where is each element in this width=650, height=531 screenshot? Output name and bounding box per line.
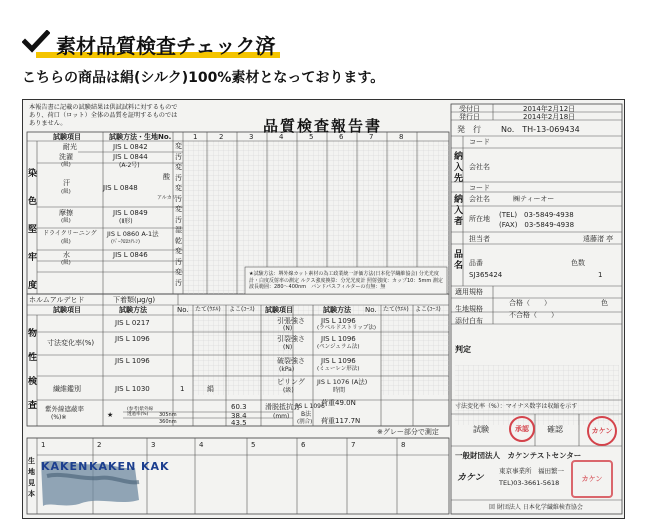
section-heading xyxy=(22,28,284,58)
footer-org: 回 財団法人 日本化学繊維検査協会 xyxy=(489,504,583,511)
grade-marker: 汚 xyxy=(175,194,182,203)
phys-tensile-method: JIS L 1096 xyxy=(321,317,356,325)
photo-col-8: 8 xyxy=(401,441,406,449)
issue-label: 発行日 xyxy=(459,113,480,121)
phys-burst-method: JIS L 1096 xyxy=(321,357,356,365)
row-washing-method: JIS L 0844 xyxy=(113,153,148,161)
kaken-mark-1: KAKEN xyxy=(41,460,89,473)
phys-header-warp: たて(ｳｴﾙ) xyxy=(195,306,221,313)
photo-col-1: 1 xyxy=(41,441,46,449)
item-color: 1 xyxy=(598,271,603,279)
client-fax: (FAX) 03-5849-4938 xyxy=(499,221,575,229)
row-drycleaning-method: JIS L 0860 A-1法 xyxy=(107,230,159,238)
phys-header-no: No. xyxy=(177,306,189,314)
grade-marker: 変 xyxy=(175,205,182,213)
institute-tel: TEL)03-3661-5618 xyxy=(499,479,560,487)
row-lightfastness-method: JIS L 0842 xyxy=(113,143,148,151)
delivery-company: 会社名 xyxy=(469,163,490,171)
phys-header-item: 試験項目 xyxy=(53,306,81,314)
grade-marker: 汚 xyxy=(175,215,182,224)
gray-note: ※グレー部分で測定 xyxy=(377,428,439,436)
item-label: 品名 xyxy=(454,250,464,271)
physical-section-label: 物性検査 xyxy=(28,329,38,411)
row-lightfastness: 耐光 xyxy=(63,143,77,151)
phys-header-warp2: たて(ｳｴﾙ) xyxy=(383,306,409,313)
row-rubbing-sub: (級) xyxy=(61,218,71,224)
grade-marker: 変 xyxy=(175,142,182,150)
test-label: 試験 xyxy=(473,425,489,434)
row-water-method: JIS L 0846 xyxy=(113,251,148,259)
phys-tear: 引裂強さ xyxy=(277,335,305,343)
client-tel: (TEL) 03-5849-4938 xyxy=(499,211,574,219)
phys-row1-method: JIS L 0217 xyxy=(115,319,150,327)
photo-col-2: 2 xyxy=(97,441,102,449)
production-color-mark: 色 xyxy=(601,299,608,307)
report-notice: 本報告書に記載の試験結果は供試試料に対するものであり、荷口（ロット）全体の品質を証明するものではありません。 xyxy=(29,104,178,127)
photo-col-3: 3 xyxy=(151,441,156,449)
slip-load-2: 荷重117.7N xyxy=(321,417,361,425)
phys-row2-item: 寸法変化率(%) xyxy=(47,339,95,347)
receipt-date: 2014年2月12日 xyxy=(523,105,576,113)
photo-col-5: 5 xyxy=(251,441,256,449)
grade-marker: 湿 xyxy=(175,226,182,234)
grade-marker: 変 xyxy=(175,184,182,192)
col-5: 5 xyxy=(309,133,314,141)
grade-marker: 乾 xyxy=(175,236,182,245)
client-label: 納入者 xyxy=(454,195,464,227)
report-title: 品質検査報告書 xyxy=(263,117,383,135)
phys-row4-result: 絹 xyxy=(207,385,214,393)
kaken-mark-3: KAK xyxy=(141,460,170,473)
phys-slip-method-sub2: B法 xyxy=(301,411,312,418)
row-rubbing: 摩擦 xyxy=(59,209,73,217)
item-color-label: 色数 xyxy=(571,259,585,267)
phys-slip: 滑脱抵抗力 xyxy=(265,403,300,411)
fastness-header-method: 試験方法・生地No. xyxy=(109,133,172,141)
dim-change-note: 寸法変化率（%）：マイナス数字は収縮を示す xyxy=(455,403,578,410)
row-washing: 洗濯 xyxy=(59,153,73,161)
grade-marker: 汚 xyxy=(175,257,182,266)
judge-label: 判定 xyxy=(455,345,471,354)
phys-slip-sub: (mm) xyxy=(273,413,290,420)
production-label: 生地規格 xyxy=(455,305,483,313)
fastness-section-label: 染色堅牢度 xyxy=(28,169,38,291)
confirm-label: 確認 xyxy=(547,425,563,434)
company-seal: カケン xyxy=(571,460,613,498)
col-3: 3 xyxy=(249,133,254,141)
phys-row3-method: JIS L 1096 xyxy=(115,357,150,365)
phys-tensile-method-sub: (ラベルドストリップ法) xyxy=(317,325,377,331)
uv-line-305: 305nm xyxy=(159,412,177,418)
row-drycleaning: ドライクリーニング xyxy=(43,230,97,237)
fastness-header-item: 試験項目 xyxy=(53,133,81,141)
row-perspiration-alkali: アルカリ xyxy=(157,195,177,201)
phys-row4-method: JIS L 1030 xyxy=(115,385,150,393)
uv-value-1: 60.3 xyxy=(231,403,247,411)
photo-col-6: 6 xyxy=(301,441,306,449)
phys-row5-sub: (%)※ xyxy=(51,414,67,421)
row-rubbing-method-sub: (Ⅱ形) xyxy=(119,218,133,225)
col-6: 6 xyxy=(339,133,344,141)
phys-header-method: 試験方法 xyxy=(119,306,147,314)
phys-header-no2: No. xyxy=(365,306,377,314)
phys-pilling-sub: (級) xyxy=(283,387,294,394)
standard-label: 適用規格 xyxy=(455,288,483,296)
row-washing-method-sub: (A-2号) xyxy=(119,162,140,169)
phys-row4-no: 1 xyxy=(180,385,185,393)
col-1: 1 xyxy=(193,133,198,141)
row-washing-sub: (級) xyxy=(61,162,71,168)
approved-stamp: 承認 xyxy=(509,416,535,442)
grade-marker: 変 xyxy=(175,268,182,276)
phys-pilling-method-sub: 時間 xyxy=(333,387,346,394)
client-person: 遠藤渚 亭 xyxy=(583,235,614,243)
phys-slip-method-sub3: (割合) xyxy=(297,419,313,425)
item-number-label: 品番 xyxy=(469,259,483,267)
intro-text: こちらの商品は絹(シルク)100%素材となっております。 xyxy=(22,70,385,86)
phys-header-weft2: よこ(ｺｰｽ) xyxy=(415,306,441,313)
receipt-label: 受付日 xyxy=(459,105,480,113)
row-drycleaning-method-sub: (ﾊﾟｰｸﾛﾛｴﾁﾚﾝ) xyxy=(111,239,140,245)
phys-burst-method-sub: (ミューレン形法) xyxy=(317,366,360,372)
row-drycleaning-sub: (級) xyxy=(61,239,71,245)
uv-value-3: 43.5 xyxy=(231,419,247,427)
report-no-label: 発 行 xyxy=(457,125,481,134)
row-water-sub: (級) xyxy=(61,260,71,266)
grade-marker: 汚 xyxy=(175,152,182,161)
grade-marker: 変 xyxy=(175,247,182,255)
grade-marker: 変 xyxy=(175,163,182,171)
row-perspiration-acid: 酸 xyxy=(163,173,170,181)
phys-pilling: ピリング xyxy=(277,378,305,386)
col-2: 2 xyxy=(219,133,224,141)
phys-header-weft: よこ(ｺｰｽ) xyxy=(229,306,255,313)
client-person-label: 担当者 xyxy=(469,235,490,243)
grade-marker: 汚 xyxy=(175,173,182,182)
phys-row5-item: 紫外線遮蔽率 xyxy=(45,405,84,413)
uv-line-360: 360nm xyxy=(159,419,177,425)
item-number: SJ365424 xyxy=(469,271,503,279)
issue-date: 2014年2月18日 xyxy=(523,113,576,121)
kaken-seal-stamp: カケン xyxy=(587,416,617,446)
phys-burst: 破裂強さ xyxy=(277,357,305,365)
row-perspiration-method: JIS L 0848 xyxy=(103,184,138,192)
report-no: No. TH-13-069434 xyxy=(501,125,580,134)
phys-header-item2: 試験項目 xyxy=(265,306,293,314)
kaken-mark-2: KAKEN xyxy=(89,460,137,473)
client-address-label: 所在地 xyxy=(469,215,490,223)
phys-tensile-sub: (N) xyxy=(283,325,293,332)
delivery-code: コード xyxy=(469,138,490,146)
row-perspiration-sub: (級) xyxy=(61,189,71,195)
delivery-label: 納入先 xyxy=(454,152,464,184)
production-fail: 不合格（ ） xyxy=(509,311,558,319)
phys-tear-method: JIS L 1096 xyxy=(321,335,356,343)
row-water: 水 xyxy=(63,251,70,259)
client-code: コード xyxy=(469,184,490,192)
phys-tear-sub: (N) xyxy=(283,344,293,351)
formaldehyde-label: ホルムアルデヒド xyxy=(29,296,85,304)
sample-label: 添付白布 xyxy=(455,317,483,325)
phys-pilling-method: JIS L 1076 (A法) xyxy=(317,378,368,386)
institute-org: 一般財団法人 カケンテストセンター xyxy=(455,451,582,460)
institute-office: 東京事業所 福田繁一 xyxy=(499,467,564,475)
formaldehyde-col: 下着類(μg/g) xyxy=(113,296,156,304)
kaken-logo: カケン xyxy=(457,473,484,483)
heading-text: 素材品質検査チェック済 xyxy=(56,34,276,58)
phys-tear-method-sub: (ペンジュラム法) xyxy=(317,344,360,350)
phys-tensile: 引張強さ xyxy=(277,317,305,325)
uv-sample-label: (参考)紫外線透過率(%) xyxy=(127,407,154,417)
phys-burst-sub: (kPa) xyxy=(279,366,295,373)
phys-slip-method: JIS L 1096 xyxy=(295,403,325,410)
client-company-label: 会社名 xyxy=(469,195,490,203)
col-7: 7 xyxy=(369,133,374,141)
slip-load-1: 荷重49.0N xyxy=(321,399,356,407)
phys-row5-method: ★ xyxy=(107,411,114,419)
col-4: 4 xyxy=(279,133,284,141)
uv-value-2: 38.4 xyxy=(231,412,247,420)
row-rubbing-method: JIS L 0849 xyxy=(113,209,148,217)
check-icon xyxy=(22,30,50,54)
phys-row2-method: JIS L 1096 xyxy=(115,335,150,343)
phys-header-method2: 試験方法 xyxy=(323,306,351,314)
row-perspiration: 汗 xyxy=(63,179,70,187)
quality-report-image xyxy=(22,99,625,519)
production-pass: 合格（ ） xyxy=(509,299,551,307)
col-8: 8 xyxy=(399,133,404,141)
photo-col-7: 7 xyxy=(351,441,356,449)
phys-row4-item: 繊維鑑別 xyxy=(53,385,81,393)
grade-marker: 汚 xyxy=(175,278,182,287)
photo-label: 生地見本 xyxy=(28,457,35,498)
photo-col-4: 4 xyxy=(199,441,204,449)
client-company: ㈱ティーオー xyxy=(513,195,555,203)
fastness-note: ★試験方法：堺外線カット素材の為工政業統一評価方法(日本化学繊維協会) 分光光度計・白度反射率の測定 ルクス強度換算：分光光度計 照射強度：カップ10：5mm 測定波長範囲：280〜400nm バンドパスフィルターの有無：無 xyxy=(249,271,443,290)
